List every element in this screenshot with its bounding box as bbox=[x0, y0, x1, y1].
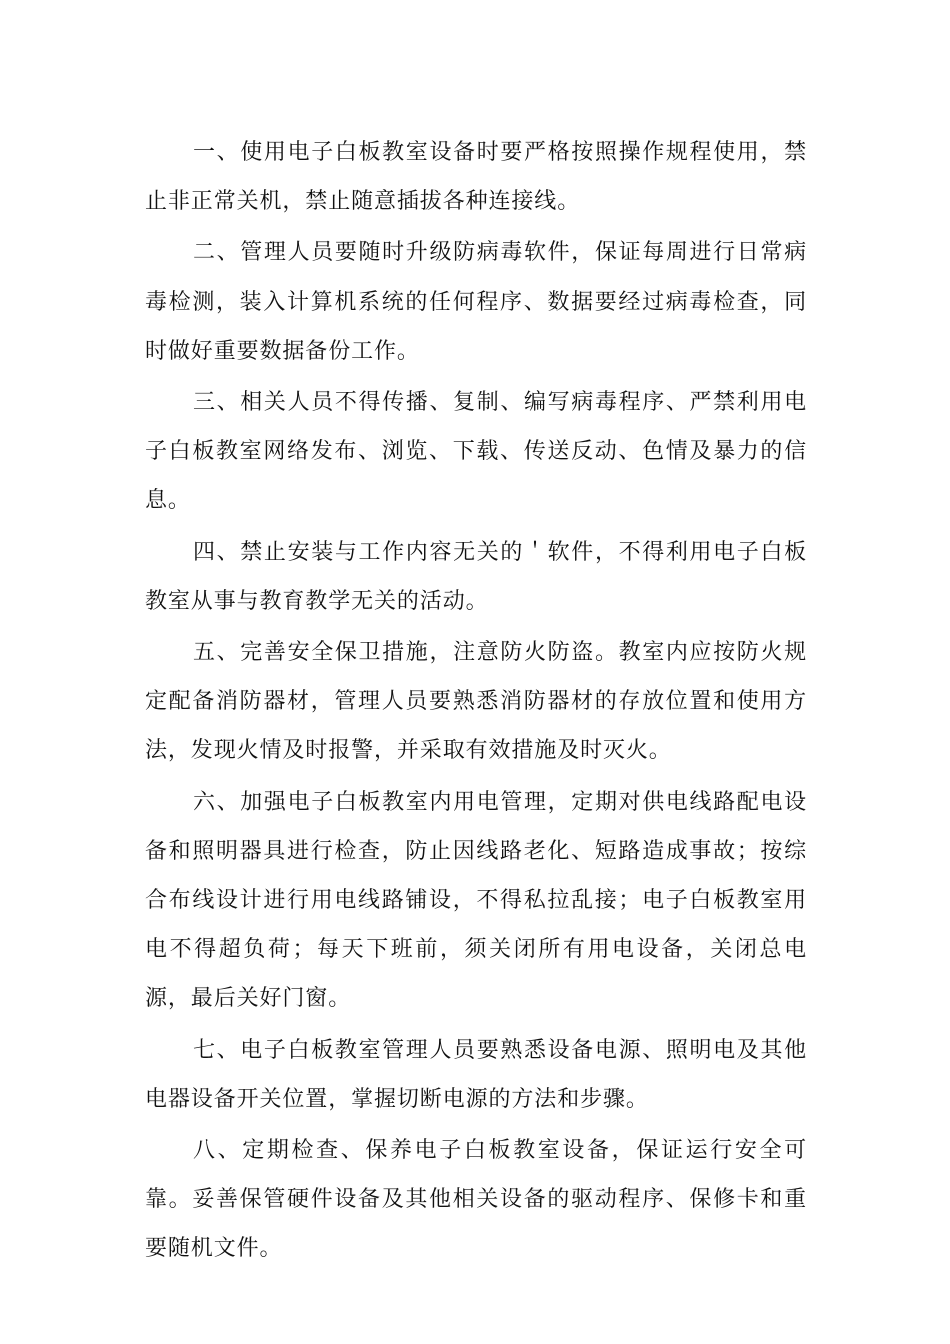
rule-paragraph-1: 一、使用电子白板教室设备时要严格按照操作规程使用，禁止非正常关机，禁止随意插拔各种连接线。 bbox=[145, 140, 807, 215]
rule-paragraph-6: 六、加强电子白板教室内用电管理，定期对供电线路配电设备和照明器具进行检查，防止因线路老化、短路造成事故；按综合布线设计进行用电线路铺设，不得私拉乱接；电子白板教室用电不得超负荷；每天下班前，须关闭所有用电设备，关闭总电源，最后关好门窗。 bbox=[145, 789, 807, 1012]
rule-paragraph-3: 三、相关人员不得传播、复制、编写病毒程序、严禁利用电子白板教室网络发布、浏览、下载、传送反动、色情及暴力的信息。 bbox=[145, 390, 807, 514]
rule-paragraph-2: 二、管理人员要随时升级防病毒软件，保证每周进行日常病毒检测，装入计算机系统的任何程序、数据要经过病毒检查，同时做好重要数据备份工作。 bbox=[145, 240, 807, 364]
document-body bbox=[145, 128, 807, 1276]
rule-paragraph-5: 五、完善安全保卫措施，注意防火防盗。教室内应按防火规定配备消防器材，管理人员要熟悉消防器材的存放位置和使用方法，发现火情及时报警，并采取有效措施及时灭火。 bbox=[145, 640, 807, 764]
rule-paragraph-8: 八、定期检查、保养电子白板教室设备，保证运行安全可靠。妥善保管硬件设备及其他相关设备的驱动程序、保修卡和重要随机文件。 bbox=[145, 1138, 807, 1262]
rule-paragraph-7: 七、电子白板教室管理人员要熟悉设备电源、照明电及其他电器设备开关位置，掌握切断电源的方法和步骤。 bbox=[145, 1037, 807, 1112]
rule-paragraph-4: 四、禁止安装与工作内容无关的＇软件，不得利用电子白板教室从事与教育教学无关的活动。 bbox=[145, 539, 807, 614]
